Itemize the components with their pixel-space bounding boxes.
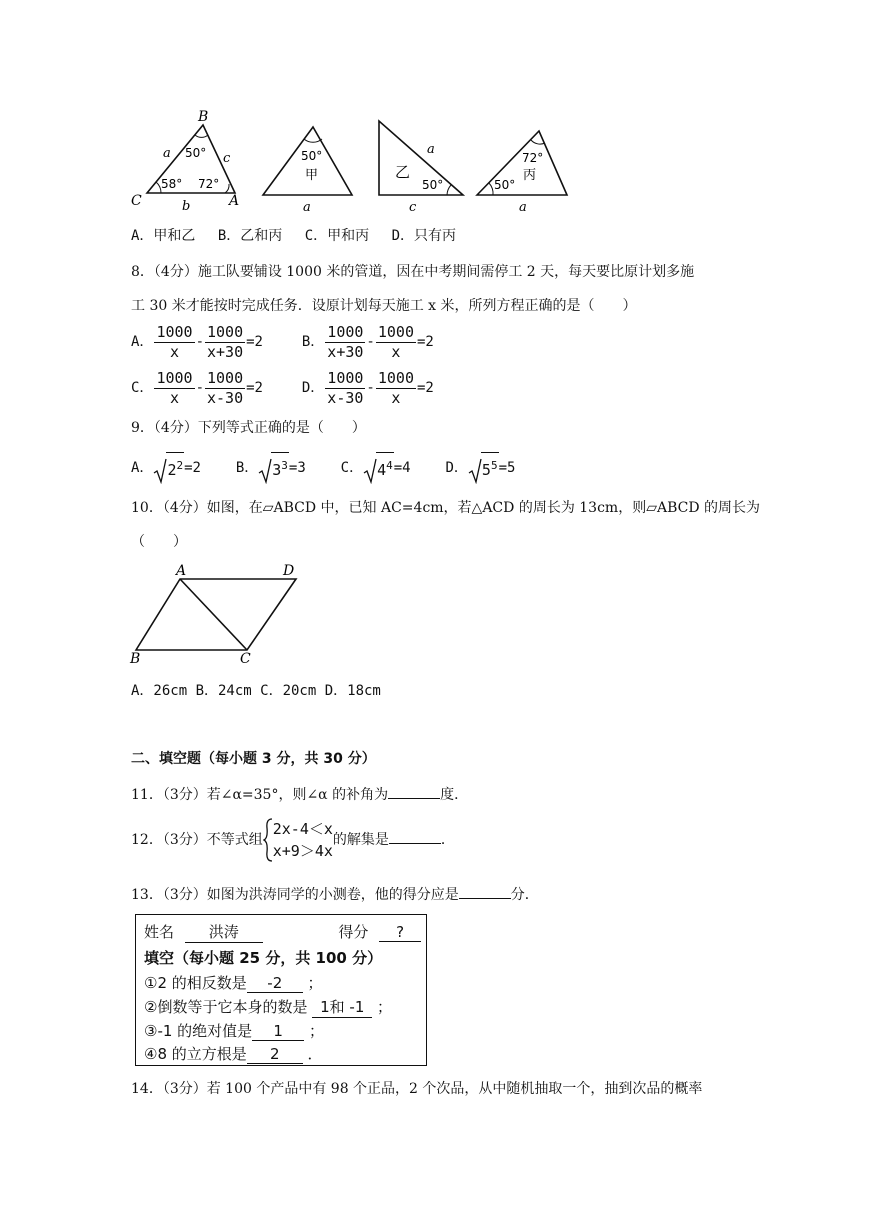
punctuation: ．: [307, 1045, 323, 1063]
inequality-system: [263, 818, 333, 862]
fraction: [205, 323, 245, 362]
angle-b-label: 50°: [185, 146, 207, 160]
score-value: ?: [379, 923, 421, 942]
rhs: =2: [184, 459, 201, 476]
vertex-d-label: D: [283, 563, 295, 579]
parallelogram-figure: [128, 562, 308, 668]
quiz-heading: 填空（每小题 25 分，共 100 分）: [144, 949, 383, 967]
fraction: [325, 369, 365, 408]
quiz-row-1: [144, 972, 323, 993]
triangle-yi: [379, 121, 463, 195]
inequality-row: 2x-4＜x: [272, 820, 333, 838]
q14-stem: 14．（3分）若 100 个产品中有 98 个正品，2 个次品，从中随机抽取一个，抽到次品的概率: [131, 1081, 703, 1097]
exponent: 5: [490, 459, 498, 472]
q9-options: [131, 452, 515, 484]
numerator: 1000: [327, 322, 364, 341]
side-b-label: b: [182, 199, 191, 214]
q8-stem-line1: 8．（4分）施工队要铺设 1000 米的管道，因在中考期间需停工 2 天，每天要比原计划多施: [131, 264, 695, 280]
quiz-row-3: [144, 1020, 324, 1041]
q13-text-end: 分．: [510, 887, 539, 903]
bing-angle-left-label: 50°: [494, 178, 516, 192]
numerator: 1000: [156, 368, 193, 387]
fraction: [154, 323, 194, 362]
q7-options: A．甲和乙 B．乙和丙 C．甲和丙 D．只有丙: [131, 228, 456, 244]
rhs: =5: [498, 459, 516, 476]
option-label: A．: [131, 334, 154, 350]
q13: [131, 884, 539, 905]
denominator: x+30: [207, 342, 244, 361]
fraction: [376, 369, 416, 408]
fraction: [205, 369, 245, 408]
rhs: =2: [246, 380, 263, 396]
bing-angle-top-label: 72°: [522, 151, 544, 165]
yi-name-label: 乙: [395, 163, 411, 181]
diagonal-ac: [180, 579, 247, 650]
base: 2: [167, 461, 177, 479]
q11-text: 11．（3分）若∠α=35°，则∠α 的补角为: [131, 787, 389, 803]
q7-triangles-figure: [125, 105, 585, 217]
q8-option-b: B． $\frac{1000}{x+30}$ - $\frac{1000}{x}$ =2: [301, 322, 434, 361]
exponent: 4: [386, 459, 393, 472]
jia-side-label: a: [303, 200, 311, 215]
q12-text: 12．（3分）不等式组: [131, 832, 263, 848]
quiz-answer: 2: [247, 1045, 303, 1064]
rhs: =4: [393, 459, 411, 476]
numerator: 1000: [207, 368, 244, 387]
numerator: 1000: [377, 368, 414, 387]
q10-stem-line2: （ ）: [131, 534, 187, 550]
rhs: =2: [416, 380, 434, 396]
quiz-question: ①2 的相反数是: [144, 974, 247, 992]
q9-option-a: [131, 459, 201, 479]
side-a-label: a: [163, 146, 171, 161]
option-label: D．: [301, 380, 325, 396]
answer-blank: [388, 784, 440, 799]
quiz-answer: 1和 -1: [312, 996, 372, 1018]
left-brace-icon: [263, 818, 273, 862]
q12-text-end: ．: [440, 832, 455, 848]
fraction: [154, 369, 194, 408]
base: 3: [272, 461, 282, 479]
vertex-c-label: C: [240, 651, 251, 667]
rhs: =3: [288, 459, 306, 476]
parallelogram-abcd: [136, 579, 296, 650]
name-label: 姓名: [144, 923, 175, 941]
sqrt-expression: [468, 452, 499, 484]
radical-sign-icon: [468, 458, 482, 484]
q8-stem-line2: 工 30 米才能按时完成任务．设原计划每天施工 x 米，所列方程正确的是（ ）: [131, 298, 637, 314]
punctuation: ；: [307, 974, 323, 992]
q10-options: A．26cm B．24cm C．20cm D．18cm: [131, 683, 381, 699]
denominator: x: [169, 388, 180, 407]
numerator: 1000: [207, 322, 244, 341]
rhs: =2: [416, 334, 434, 350]
denominator: x: [169, 342, 180, 361]
option-label: B．: [235, 459, 259, 476]
q9-option-d: [445, 459, 516, 479]
denominator: x+30: [327, 342, 364, 361]
vertex-a-label: A: [176, 563, 187, 579]
numerator: 1000: [377, 322, 414, 341]
quiz-question: ②倒数等于它本身的数是: [144, 998, 308, 1016]
option-label: B．: [301, 334, 325, 350]
radical-sign-icon: [363, 458, 377, 484]
option-label: A．: [131, 459, 154, 476]
numerator: 1000: [156, 322, 193, 341]
jia-angle-label: 50°: [301, 149, 323, 163]
sqrt-expression: [363, 452, 394, 484]
score-label: 得分: [338, 923, 369, 941]
q11-text-end: 度．: [440, 787, 469, 803]
numerator: 1000: [327, 368, 364, 387]
punctuation: ；: [308, 1022, 324, 1040]
fraction: [376, 323, 416, 362]
quiz-paper-figure: [135, 914, 427, 1066]
section-heading: 二、填空题（每小题 3 分，共 30 分）: [131, 751, 376, 767]
vertex-b-label: B: [198, 109, 209, 125]
base: 5: [481, 461, 491, 479]
q12: [131, 818, 455, 862]
name-value: 洪涛: [185, 921, 263, 943]
fraction: [325, 323, 365, 362]
angle-c-label: 58°: [161, 177, 183, 191]
exponent: 2: [176, 459, 184, 472]
quiz-row-4: [144, 1043, 323, 1064]
denominator: x: [391, 388, 401, 407]
q8-options-row1: [131, 322, 434, 362]
q9-stem: 9．（4分）下列等式正确的是（ ）: [131, 420, 366, 436]
quiz-row-2: [144, 996, 392, 1018]
q8-option-d: D． $\frac{1000}{x-30}$ - $\frac{1000}{x}$ =2: [301, 368, 434, 407]
base: 4: [377, 461, 387, 479]
bing-name-label: 丙: [523, 168, 537, 183]
q13-text: 13．（3分）如图为洪涛同学的小测卷，他的得分应是: [131, 887, 459, 903]
q8-option-a: A． $\frac{1000}{x}$ - $\frac{1000}{x+30}$ =2: [131, 322, 263, 361]
yi-angle-label: 50°: [422, 178, 444, 192]
radical-sign-icon: [258, 458, 272, 484]
quiz-answer: -2: [247, 974, 303, 993]
vertex-c-label: C: [131, 193, 142, 209]
denominator: x-30: [327, 388, 364, 407]
side-c-label: c: [223, 151, 231, 166]
q8-option-c: C． $\frac{1000}{x}$ - $\frac{1000}{x-30}$ =2: [131, 368, 263, 407]
q9-option-c: [340, 459, 411, 479]
option-label: D．: [445, 459, 468, 476]
q8-options-row2: [131, 368, 434, 408]
jia-name-label: 甲: [305, 168, 319, 183]
bing-side-label: a: [519, 200, 527, 215]
yi-side-c-label: c: [409, 200, 417, 215]
q11: [131, 784, 468, 805]
quiz-question: ④8 的立方根是: [144, 1045, 247, 1063]
quiz-header-row: [144, 921, 421, 943]
answer-blank: [389, 829, 441, 844]
q9-option-b: [235, 459, 306, 479]
q12-text-after: 的解集是: [332, 832, 389, 848]
option-label: C．: [131, 380, 154, 396]
sqrt-expression: [258, 452, 289, 484]
yi-side-a-label: a: [427, 142, 435, 157]
denominator: x: [391, 342, 401, 361]
sqrt-expression: [153, 452, 184, 484]
punctuation: ；: [377, 998, 393, 1016]
vertex-b-label: B: [130, 651, 141, 667]
angle-a-label: 72°: [198, 177, 220, 191]
denominator: x-30: [207, 388, 244, 407]
option-label: C．: [340, 459, 364, 476]
answer-blank: [459, 884, 511, 899]
quiz-answer: 1: [252, 1022, 304, 1041]
quiz-question: ③-1 的绝对值是: [144, 1022, 253, 1040]
exponent: 3: [281, 459, 288, 472]
radical-sign-icon: [153, 458, 167, 484]
inequality-row: x+9＞4x: [272, 842, 333, 860]
q10-stem-line1: 10．（4分）如图，在▱ABCD 中，已知 AC=4cm，若△ACD 的周长为 13cm，则▱ABCD 的周长为: [131, 500, 761, 516]
rhs: =2: [246, 334, 263, 350]
vertex-a-label: A: [229, 193, 240, 209]
